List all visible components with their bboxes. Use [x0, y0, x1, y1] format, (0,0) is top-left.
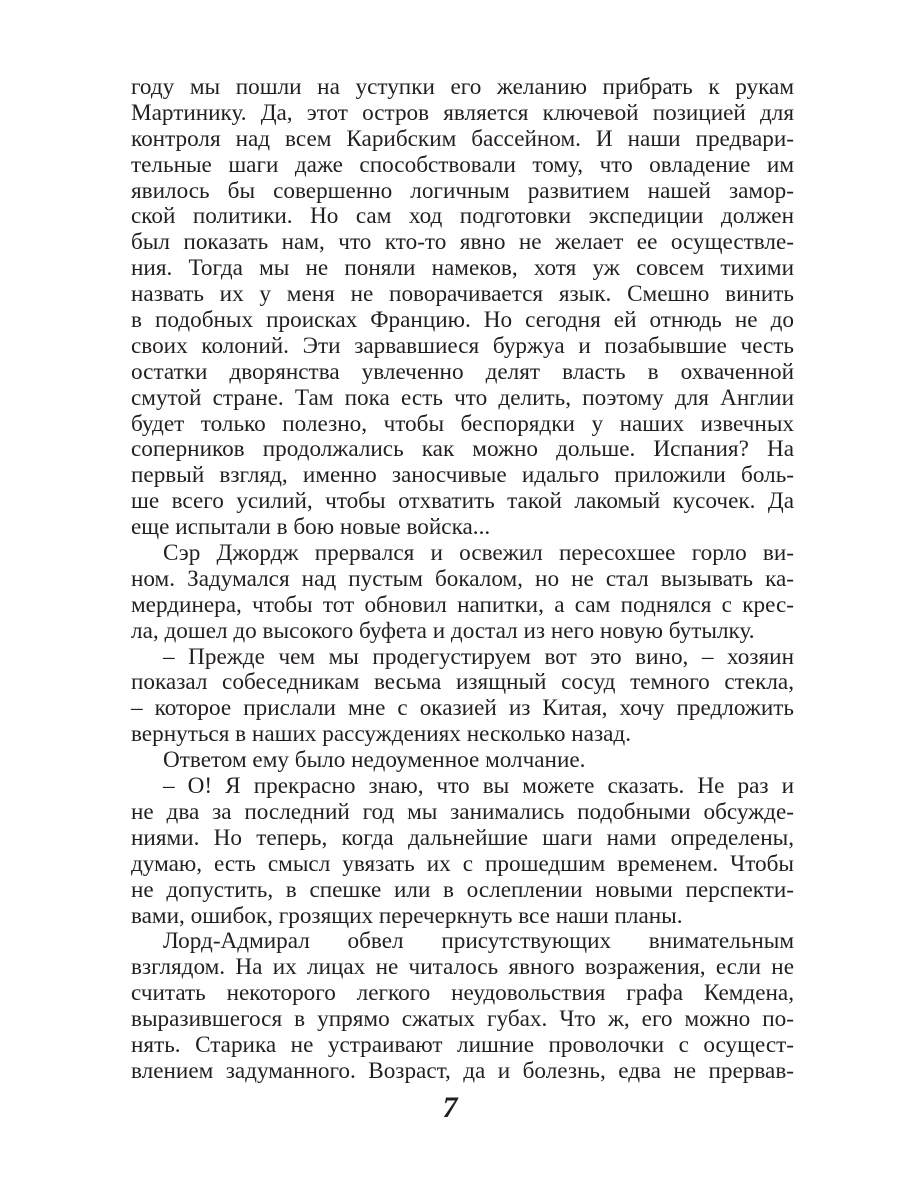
- text-line: показал собеседникам весьма изящный сосуд темного стекла,: [131, 669, 794, 696]
- text-line: считать некоторого легкого неудовольствия графа Кемдена,: [131, 980, 794, 1007]
- text-line: вами, ошибок, грозящих перечеркнуть все наши планы.: [131, 902, 683, 929]
- page-number: 7: [442, 1091, 458, 1124]
- paragraph: [131, 929, 794, 1084]
- text-line: влением задуманного. Возраст, да и болезнь, едва не прервав-: [131, 1057, 794, 1084]
- text-line: остатки дворянства увлеченно делят власть в охваченной: [131, 358, 794, 385]
- body-text: [131, 75, 794, 1085]
- text-line: ше всего усилий, чтобы отхватить такой лакомый кусочек. Да: [131, 488, 794, 515]
- paragraph: [131, 645, 794, 749]
- text-line: не два за последний год мы занимались подобными обсужде-: [131, 798, 794, 825]
- text-line: назвать их у меня не поворачивается язык. Смешно винить: [131, 281, 794, 308]
- text-line: году мы пошли на уступки его желанию прибрать к рукам: [131, 74, 794, 100]
- text-line: мердинера, чтобы тот обновил напитки, а сам поднялся с крес-: [131, 591, 794, 618]
- text-line: тельные шаги даже способствовали тому, что овладение им: [131, 151, 794, 178]
- text-line: ской политики. Но сам ход подготовки экспедиции должен: [131, 203, 794, 230]
- text-line: контроля над всем Карибским бассейном. И наши предвари-: [131, 125, 794, 152]
- text-line: ния. Тогда мы не поняли намеков, хотя уж совсем тихими: [131, 255, 794, 282]
- paragraph: [131, 748, 794, 774]
- text-line: не допустить, в спешке или в ослеплении новыми перспекти-: [131, 876, 794, 903]
- text-line: ниями. Но теперь, когда дальнейшие шаги нами определены,: [131, 824, 794, 851]
- text-line: соперников продолжались как можно дольше. Испания? На: [131, 436, 794, 463]
- text-line: взглядом. На их лицах не читалось явного возражения, если не: [131, 954, 794, 981]
- text-line: своих колоний. Эти зарвавшиеся буржуа и позабывшие честь: [131, 332, 794, 359]
- text-line: вернуться в наших рассуждениях несколько назад.: [131, 721, 632, 748]
- paragraph: [131, 75, 794, 541]
- paragraph: [131, 774, 794, 929]
- text-line: – Прежде чем мы продегустируем вот это вино, – хозяин: [163, 643, 794, 670]
- text-line: – О! Я прекрасно знаю, что вы можете сказать. Не раз и: [163, 773, 794, 800]
- text-line: Лорд-Адмирал обвел присутствующих внимательным: [163, 928, 794, 955]
- text-line: еще испытали в бою новые войска...: [131, 514, 491, 541]
- text-line: был показать нам, что кто-то явно не желает ее осуществле-: [131, 229, 794, 256]
- text-line: в подобных происках Францию. Но сегодня ей отнюдь не до: [131, 307, 794, 334]
- text-line: Сэр Джордж прервался и освежил пересохшее горло ви-: [163, 540, 794, 567]
- text-line: нять. Старика не устраивают лишние проволочки с осущест-: [131, 1031, 794, 1058]
- text-line: ла, дошел до высокого буфета и достал из него новую бутылку.: [131, 617, 755, 644]
- text-line: выразившегося в упрямо сжатых губах. Что ж, его можно по-: [131, 1006, 794, 1033]
- text-line: будет только полезно, чтобы беспорядки у наших извечных: [131, 410, 794, 437]
- text-line: думаю, есть смысл увязать их с прошедшим временем. Чтобы: [131, 850, 794, 877]
- paragraph: [131, 541, 794, 645]
- text-line: – которое прислали мне с оказией из Китая, хочу предложить: [131, 695, 794, 722]
- text-line: ном. Задумался над пустым бокалом, но не стал вызывать ка-: [131, 565, 794, 592]
- text-line: первый взгляд, именно заносчивые идальго приложили боль-: [131, 462, 794, 489]
- text-line: Ответом ему было недоуменное молчание.: [163, 747, 586, 774]
- text-line: смутой стране. Там пока есть что делить, поэтому для Англии: [131, 384, 794, 411]
- text-line: явилось бы совершенно логичным развитием нашей замор-: [131, 177, 794, 204]
- text-line: Мартинику. Да, этот остров является ключевой позицией для: [131, 99, 794, 126]
